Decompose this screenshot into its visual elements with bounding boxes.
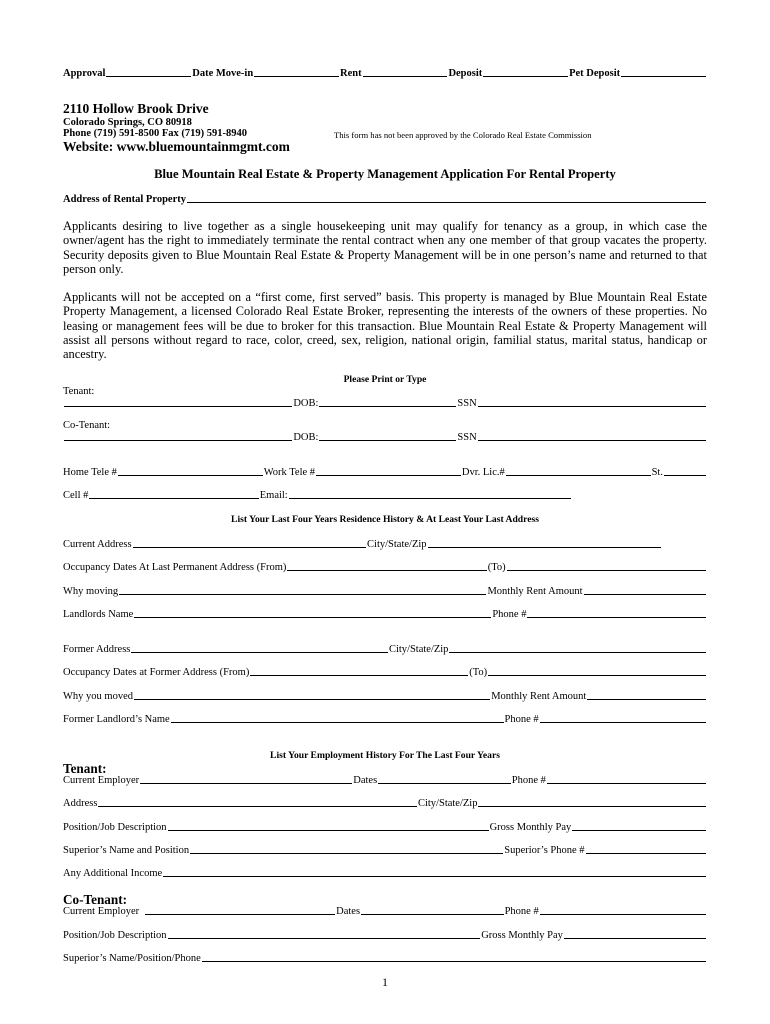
cotenant-dob-field[interactable] — [319, 440, 456, 441]
why-moved-field[interactable] — [134, 699, 490, 700]
cotenant-dates-field[interactable] — [361, 914, 504, 915]
former-city-field[interactable] — [449, 652, 706, 653]
landlord-name-label: Landlords Name — [63, 609, 134, 620]
commission-disclaimer: This form has not been approved by the Colorado Real Estate Commission — [334, 130, 592, 140]
group-tenancy-paragraph: Applicants desiring to live together as a single housekeeping unit may qualify for tenancy as a group, in which case the owner/agent has the right to immediately terminate the rental contract when any one member of that group vacates the property. Security deposits given to Blue Mountain Real Estate & Property Management will be in one person’s name and returned to that person only. — [63, 219, 707, 276]
cotenant-superior-field[interactable] — [202, 961, 706, 962]
deposit-label: Deposit — [448, 68, 483, 79]
tenant-label: Tenant: — [63, 386, 95, 397]
please-print-heading: Please Print or Type — [343, 374, 427, 385]
pet-deposit-field[interactable] — [621, 76, 706, 77]
former-landlord-label: Former Landlord’s Name — [63, 714, 170, 725]
rental-address-field[interactable] — [187, 202, 706, 203]
tenant-employer-address-label: Address — [63, 798, 98, 809]
occupancy-last-row — [63, 562, 707, 573]
occupancy-former-to-label: (To) — [469, 667, 488, 678]
email-field[interactable] — [289, 498, 571, 499]
page-number: 1 — [382, 975, 388, 989]
landlord-row — [63, 609, 707, 620]
occupancy-last-label: Occupancy Dates At Last Permanent Address (From) — [63, 562, 287, 573]
occupancy-last-from-field[interactable] — [287, 570, 486, 571]
tenant-employer-city-field[interactable] — [478, 806, 706, 807]
cotenant-employer-field[interactable] — [145, 914, 335, 915]
home-tele-label: Home Tele # — [63, 467, 117, 478]
tenant-employer-phone-field[interactable] — [547, 783, 706, 784]
tenant-dates-field[interactable] — [378, 783, 511, 784]
tenant-employer-address-row — [63, 798, 707, 809]
residence-heading: List Your Last Four Years Residence History & At Least Your Last Address — [231, 514, 539, 525]
former-landlord-row — [63, 714, 707, 725]
why-moved-row — [63, 691, 707, 702]
cotenant-gross-pay-field[interactable] — [564, 938, 706, 939]
cotenant-employer-phone-field[interactable] — [540, 914, 706, 915]
phone-license-row — [63, 467, 707, 478]
cotenant-position-row — [63, 930, 707, 941]
dvr-lic-label: Dvr. Lic.# — [461, 467, 505, 478]
why-moving-field[interactable] — [119, 594, 486, 595]
occupancy-last-to-label: (To) — [487, 562, 506, 573]
cotenant-dob-label: DOB: — [293, 432, 319, 443]
date-move-in-label: Date Move-in — [192, 68, 254, 79]
employment-tenant-label: Tenant: — [63, 761, 107, 776]
company-city: Colorado Springs, CO 80918 — [63, 117, 192, 128]
cell-label: Cell # — [63, 490, 89, 501]
tenant-position-label: Position/Job Description — [63, 822, 167, 833]
monthly-rent-field[interactable] — [584, 594, 706, 595]
employment-heading: List Your Employment History For The Last Four Years — [270, 750, 500, 761]
page-title: Blue Mountain Real Estate & Property Management Application For Rental Property — [154, 167, 616, 181]
tenant-gross-pay-label: Gross Monthly Pay — [489, 822, 572, 833]
tenant-employer-field[interactable] — [140, 783, 352, 784]
rent-field[interactable] — [363, 76, 448, 77]
why-moving-row — [63, 586, 707, 597]
tenant-ssn-label: SSN — [457, 398, 477, 409]
cotenant-ssn-field[interactable] — [478, 440, 706, 441]
former-landlord-phone-label: Phone # — [504, 714, 539, 725]
email-label: Email: — [259, 490, 288, 501]
cell-email-row — [63, 490, 572, 501]
approval-label: Approval — [63, 68, 106, 79]
occupancy-last-to-field[interactable] — [507, 570, 706, 571]
company-street: 2110 Hollow Brook Drive — [63, 101, 209, 116]
tenant-employer-address-field[interactable] — [98, 806, 417, 807]
landlord-phone-field[interactable] — [527, 617, 706, 618]
cotenant-row — [63, 432, 707, 443]
former-address-label: Former Address — [63, 644, 131, 655]
st-field[interactable] — [664, 475, 706, 476]
cotenant-label: Co-Tenant: — [63, 420, 111, 431]
rent-label: Rent — [340, 68, 362, 79]
cotenant-employer-row — [63, 906, 707, 917]
former-landlord-phone-field[interactable] — [540, 722, 706, 723]
approval-bar — [63, 68, 707, 79]
former-landlord-field[interactable] — [171, 722, 504, 723]
pet-deposit-label: Pet Deposit — [569, 68, 621, 79]
additional-income-row — [63, 868, 707, 879]
tenant-row — [63, 398, 707, 409]
cotenant-employer-phone-label: Phone # — [504, 906, 539, 917]
work-tele-field[interactable] — [316, 475, 461, 476]
tenant-employer-row — [63, 775, 707, 786]
cotenant-position-field[interactable] — [168, 938, 481, 939]
tenant-name-field[interactable] — [64, 406, 292, 407]
approval-field[interactable] — [106, 76, 191, 77]
cotenant-dates-label: Dates — [336, 906, 361, 917]
former-address-field[interactable] — [131, 652, 388, 653]
rental-address-row — [63, 194, 707, 205]
cotenant-superior-label: Superior’s Name/Position/Phone — [63, 953, 201, 964]
cotenant-name-field[interactable] — [64, 440, 292, 441]
tenant-employer-city-label: City/State/Zip — [417, 798, 478, 809]
tenant-dob-field[interactable] — [319, 406, 456, 407]
current-city-label: City/State/Zip — [367, 539, 427, 550]
occupancy-former-to-field[interactable] — [488, 675, 706, 676]
tenant-superior-row — [63, 845, 707, 856]
landlord-name-field[interactable] — [134, 617, 491, 618]
landlord-phone-label: Phone # — [492, 609, 527, 620]
occupancy-former-row — [63, 667, 707, 678]
tenant-superior-phone-field[interactable] — [586, 853, 706, 854]
current-address-row — [63, 539, 662, 550]
tenant-employer-phone-label: Phone # — [511, 775, 546, 786]
additional-income-label: Any Additional Income — [63, 868, 163, 879]
home-tele-field[interactable] — [118, 475, 263, 476]
st-label: St. — [651, 467, 663, 478]
cotenant-position-label: Position/Job Description — [63, 930, 167, 941]
tenant-position-field[interactable] — [168, 830, 489, 831]
cotenant-employer-label: Current Employer — [63, 906, 140, 917]
tenant-ssn-field[interactable] — [478, 406, 706, 407]
company-phone-fax: Phone (719) 591-8500 Fax (719) 591-8940 — [63, 128, 248, 139]
why-moving-label: Why moving — [63, 586, 119, 597]
monthly-rent-label: Monthly Rent Amount — [487, 586, 583, 597]
fair-housing-paragraph: Applicants will not be accepted on a “first come, first served” basis. This property is managed by Blue Mountain Real Estate Property Management, a licensed Colorado Real Estate Broker, representing the interests of the owners of these properties. No leasing or management fees will be due to broker for this transaction. Blue Mountain Real Estate & Property Management will assist all persons without regard to race, color, creed, sex, religion, national origin, familial status, marital status, handicap or ancestry. — [63, 290, 707, 362]
tenant-position-row — [63, 822, 707, 833]
tenant-dates-label: Dates — [353, 775, 378, 786]
employment-cotenant-label: Co-Tenant: — [63, 892, 127, 907]
tenant-superior-phone-label: Superior’s Phone # — [504, 845, 585, 856]
cell-field[interactable] — [89, 498, 258, 499]
why-moved-label: Why you moved — [63, 691, 133, 702]
dvr-lic-field[interactable] — [506, 475, 651, 476]
current-address-field[interactable] — [133, 547, 366, 548]
cotenant-gross-pay-label: Gross Monthly Pay — [481, 930, 563, 941]
tenant-dob-label: DOB: — [293, 398, 319, 409]
former-city-label: City/State/Zip — [388, 644, 449, 655]
occupancy-former-from-field[interactable] — [250, 675, 468, 676]
tenant-superior-label: Superior’s Name and Position — [63, 845, 190, 856]
rental-address-label: Address of Rental Property — [63, 194, 186, 205]
cotenant-ssn-label: SSN — [457, 432, 477, 443]
additional-income-field[interactable] — [163, 876, 706, 877]
deposit-field[interactable] — [483, 76, 568, 77]
tenant-superior-field[interactable] — [190, 853, 503, 854]
tenant-gross-pay-field[interactable] — [572, 830, 706, 831]
former-monthly-rent-field[interactable] — [587, 699, 706, 700]
former-monthly-rent-label: Monthly Rent Amount — [491, 691, 587, 702]
former-address-row — [63, 644, 707, 655]
tenant-employer-label: Current Employer — [63, 775, 140, 786]
occupancy-former-label: Occupancy Dates at Former Address (From) — [63, 667, 250, 678]
cotenant-superior-row — [63, 953, 707, 964]
current-address-label: Current Address — [63, 539, 132, 550]
current-city-field[interactable] — [428, 547, 661, 548]
company-website: Website: www.bluemountainmgmt.com — [63, 139, 290, 154]
date-move-in-field[interactable] — [254, 76, 339, 77]
work-tele-label: Work Tele # — [263, 467, 316, 478]
